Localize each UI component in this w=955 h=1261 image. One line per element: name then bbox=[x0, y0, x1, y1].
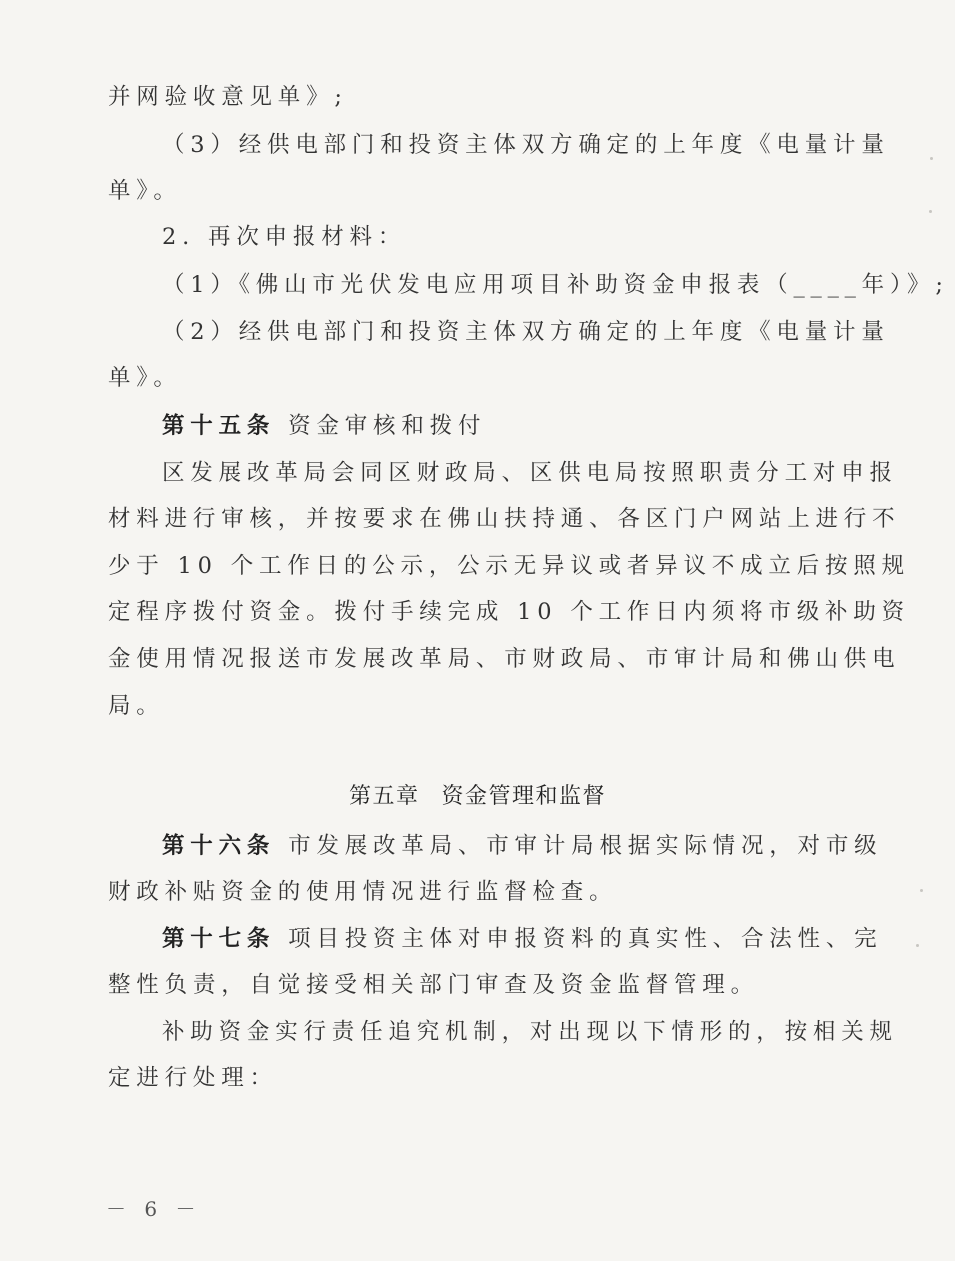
text-line: 单》。 bbox=[108, 178, 182, 204]
chapter-heading bbox=[0, 782, 955, 812]
closing-text: 补助资金实行责任追究机制，对出现以下情形的，按相关规 bbox=[162, 1019, 898, 1045]
article-16-heading: 第十六条 bbox=[162, 833, 276, 859]
article-15-text: 局。 bbox=[108, 693, 165, 719]
article-17-text: 整性负责，自觉接受相关部门审查及资金监督管理。 bbox=[108, 972, 759, 998]
closing-text: 定进行处理： bbox=[108, 1065, 278, 1091]
article-17-heading: 第十七条 bbox=[162, 926, 276, 952]
scan-speck bbox=[916, 944, 919, 947]
text-line: （2）经供电部门和投资主体双方确定的上年度《电量计量 bbox=[162, 319, 890, 345]
article-16-text: 财政补贴资金的使用情况进行监督检查。 bbox=[108, 879, 618, 905]
text-line: 2. 再次申报材料： bbox=[162, 224, 407, 250]
article-15-text: 材料进行审核，并按要求在佛山扶持通、各区门户网站上进行不 bbox=[108, 506, 901, 532]
chapter-number: 第五章 bbox=[348, 784, 420, 809]
page-number: － 6 － bbox=[106, 1197, 202, 1221]
article-15-heading-line bbox=[162, 411, 486, 441]
article-17-text: 项目投资主体对申报资料的真实性、合法性、完 bbox=[288, 926, 883, 952]
article-15-title: 资金审核和拨付 bbox=[288, 413, 487, 439]
article-15-heading: 第十五条 bbox=[162, 413, 276, 439]
scan-speck bbox=[930, 157, 933, 160]
article-15-text: 少于 10 个工作日的公示，公示无异议或者异议不成立后按照规 bbox=[108, 553, 910, 579]
article-15-text: 金使用情况报送市发展改革局、市财政局、市审计局和佛山供电 bbox=[108, 646, 901, 672]
text-line: 单》。 bbox=[108, 365, 182, 391]
text-line: （3）经供电部门和投资主体双方确定的上年度《电量计量 bbox=[162, 132, 890, 158]
article-15-text: 定程序拨付资金。拨付手续完成 10 个工作日内须将市级补助资 bbox=[108, 599, 910, 625]
article-16-text: 市发展改革局、市审计局根据实际情况，对市级 bbox=[288, 833, 883, 859]
scan-speck bbox=[920, 889, 923, 892]
chapter-title: 资金管理和监督 bbox=[441, 784, 607, 809]
text-line: 并网验收意见单》; bbox=[108, 84, 348, 110]
text-line: （1）《佛山市光伏发电应用项目补助资金申报表（____年）》; bbox=[162, 272, 949, 298]
article-17-line bbox=[162, 924, 882, 954]
scan-speck bbox=[929, 210, 932, 213]
article-16-line bbox=[162, 831, 882, 861]
article-15-text: 区发展改革局会同区财政局、区供电局按照职责分工对申报 bbox=[162, 460, 898, 486]
